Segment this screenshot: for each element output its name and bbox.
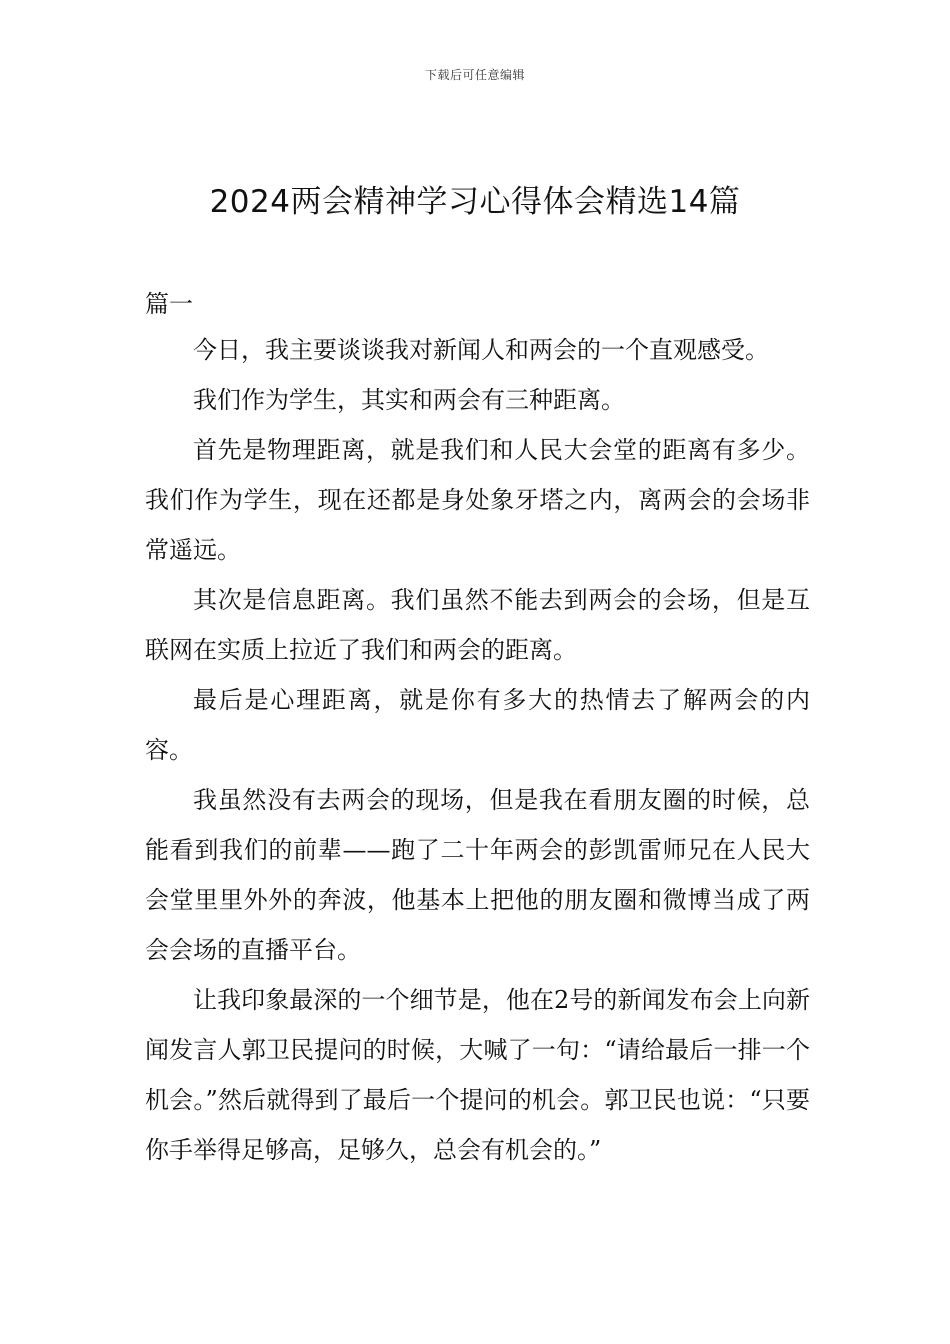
paragraph: 让我印象最深的一个细节是，他在2号的新闻发布会上向新闻发言人郭卫民提问的时候，大喊了一句：“请给最后一排一个机会。”然后就得到了最后一个提问的机会。郭卫民也说：“只要你手举得足够高，足够久，总会有机会的。” — [145, 986, 810, 1164]
section-label: 篇一 — [145, 290, 193, 318]
paragraph: 我们作为学生，其实和两会有三种距离。 — [193, 386, 625, 414]
paragraph: 首先是物理距离，就是我们和人民大会堂的距离有多少。我们作为学生，现在还都是身处象牙塔之内，离两会的会场非常遥远。 — [145, 436, 810, 564]
paragraph: 我虽然没有去两会的现场，但是我在看朋友圈的时候，总能看到我们的前辈——跑了二十年两会的彭凯雷师兄在人民大会堂里里外外的奔波，他基本上把他的朋友圈和微博当成了两会会场的直播平台。 — [145, 786, 810, 964]
paragraph: 今日，我主要谈谈我对新闻人和两会的一个直观感受。 — [193, 336, 769, 364]
document-title: 2024两会精神学习心得体会精选14篇 — [209, 184, 741, 220]
header-note: 下载后可任意编辑 — [424, 68, 525, 82]
paragraph: 其次是信息距离。我们虽然不能去到两会的会场，但是互联网在实质上拉近了我们和两会的距离。 — [145, 586, 810, 664]
paragraph: 最后是心理距离，就是你有多大的热情去了解两会的内容。 — [145, 686, 810, 764]
document-body — [145, 325, 810, 1175]
